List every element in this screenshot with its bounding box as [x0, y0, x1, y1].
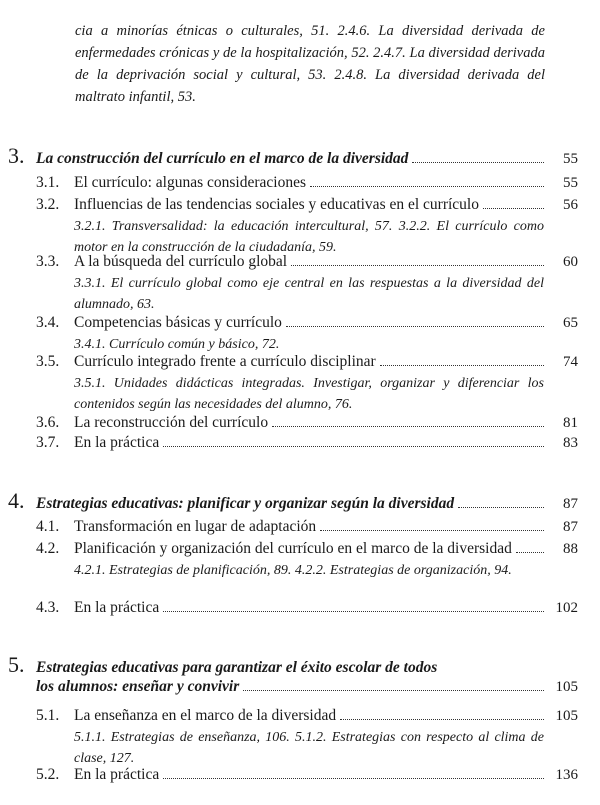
chapter-page: 105	[555, 679, 578, 695]
section-page: 56	[563, 197, 578, 213]
leader-dots	[310, 186, 544, 187]
toc-entry-3-5	[36, 351, 578, 415]
subsection-list: 3.2.1. Transversalidad: la educación intercultural, 57. 3.2.2. El currículo como motor en la construcción de la ciudadanía, 59.	[74, 219, 544, 255]
leader-dots	[272, 426, 544, 427]
section-page: 74	[563, 354, 578, 370]
section-title: En la práctica	[74, 599, 160, 616]
section-page: 102	[555, 600, 578, 616]
toc-entry-3-3	[36, 251, 578, 315]
section-title: Influencias de las tendencias sociales y educativas en el currículo	[74, 196, 479, 213]
section-number: 3.1.	[36, 174, 60, 191]
toc-entry-5-1	[36, 705, 578, 769]
toc-entry-3-2	[36, 194, 578, 258]
subsection-list: 5.1.1. Estrategias de enseñanza, 106. 5.1.2. Estrategias con respecto al clima de clase, 127.	[74, 730, 544, 766]
toc-entry-3-4	[36, 312, 578, 355]
toc-entry-3-1	[36, 172, 578, 194]
subsection-list: 4.2.1. Estrategias de planificación, 89. 4.2.2. Estrategias de organización, 94.	[74, 563, 512, 578]
section-title: La enseñanza en el marco de la diversidad	[74, 707, 337, 724]
leader-dots	[483, 208, 544, 209]
chapter-title: La construcción del currículo en el marco de la diversidad	[36, 150, 409, 167]
chapter-title-line-2: los alumnos: enseñar y convivir	[36, 678, 240, 695]
leader-dots	[380, 365, 544, 366]
section-number: 4.1.	[36, 518, 60, 535]
leader-dots	[243, 690, 544, 691]
section-title: A la búsqueda del currículo global	[74, 253, 288, 270]
chapter-number: 3.	[8, 143, 25, 168]
section-number: 3.2.	[36, 196, 60, 213]
section-page: 136	[555, 767, 578, 783]
section-number: 4.2.	[36, 540, 60, 557]
section-page: 60	[563, 254, 578, 270]
chapter-4-heading	[8, 488, 578, 514]
section-number: 3.5.	[36, 353, 60, 370]
leader-dots	[163, 611, 544, 612]
chapter-page: 87	[563, 496, 578, 512]
subsection-list: 3.3.1. El currículo global como eje central en las respuestas a la diversidad del alumnado, 63.	[74, 276, 544, 312]
toc-entry-5-2	[36, 764, 578, 786]
toc-entry-3-7	[36, 432, 578, 454]
intro-paragraph: cia a minorías étnicas o culturales, 51. 2.4.6. La diversidad derivada de enfermedades crónicas y de la hospitalización, 52. 2.4.7. La diversidad derivada de la deprivación social y cultural, 53. 2.4.8. La diversidad derivada del maltrato infantil, 53.	[75, 23, 545, 105]
chapter-number: 5.	[8, 652, 25, 677]
section-number: 5.1.	[36, 707, 60, 724]
chapter-page: 55	[563, 151, 578, 167]
section-page: 81	[563, 415, 578, 431]
section-page: 65	[563, 315, 578, 331]
subsection-list: 3.4.1. Currículo común y básico, 72.	[74, 337, 280, 352]
leader-dots	[458, 507, 544, 508]
chapter-3-heading	[8, 143, 578, 169]
section-title: Currículo integrado frente a currículo disciplinar	[74, 353, 376, 370]
leader-dots	[340, 719, 544, 720]
toc-entry-4-3	[36, 597, 578, 619]
chapter-number: 4.	[8, 488, 25, 513]
section-title: En la práctica	[74, 766, 160, 783]
section-page: 87	[563, 519, 578, 535]
section-title: En la práctica	[74, 434, 160, 451]
toc-entry-3-6	[36, 412, 578, 434]
section-page: 105	[555, 708, 578, 724]
section-number: 3.4.	[36, 314, 60, 331]
leader-dots	[412, 162, 544, 163]
section-number: 3.6.	[36, 414, 60, 431]
section-number: 3.7.	[36, 434, 60, 451]
toc-entry-4-1	[36, 516, 578, 538]
leader-dots	[291, 265, 544, 266]
chapter-title: Estrategias educativas: planificar y organizar según la diversidad	[36, 495, 455, 512]
section-number: 3.3.	[36, 253, 60, 270]
section-page: 88	[563, 541, 578, 557]
section-title: El currículo: algunas consideraciones	[74, 174, 306, 191]
section-title: Competencias básicas y currículo	[74, 314, 282, 331]
leader-dots	[286, 326, 544, 327]
leader-dots	[163, 446, 544, 447]
leader-dots	[516, 552, 544, 553]
section-number: 4.3.	[36, 599, 60, 616]
section-title: La reconstrucción del currículo	[74, 414, 269, 431]
section-title: Transformación en lugar de adaptación	[74, 518, 317, 535]
section-title: Planificación y organización del currículo en el marco de la diversidad	[74, 540, 512, 557]
toc-entry-4-2	[36, 538, 578, 581]
chapter-title-line-1: Estrategias educativas para garantizar el éxito escolar de todos	[36, 659, 438, 676]
leader-dots	[320, 530, 544, 531]
section-page: 55	[563, 175, 578, 191]
chapter-5-heading	[8, 652, 578, 696]
section-page: 83	[563, 435, 578, 451]
subsection-list: 3.5.1. Unidades didácticas integradas. Investigar, organizar y diferenciar los contenidos según las necesidades del alumno, 76.	[74, 376, 544, 412]
section-number: 5.2.	[36, 766, 60, 783]
leader-dots	[163, 778, 544, 779]
